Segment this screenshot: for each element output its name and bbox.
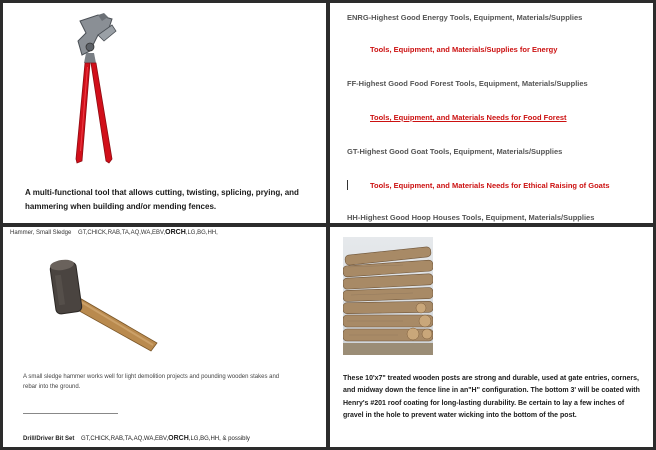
fencing-pliers-image xyxy=(68,11,138,171)
text-cursor xyxy=(347,180,348,190)
drill-codes-end: ,LG,BG,HH, & possibly xyxy=(188,436,250,442)
slide-sledge-hammer xyxy=(3,227,326,447)
pliers-caption: A multi-functional tool that allows cutting, twisting, splicing, prying, and hammering when building and/or mending fences. xyxy=(25,188,299,211)
drill-header xyxy=(23,435,250,442)
slide-fencing-pliers xyxy=(3,3,326,223)
heading-food-forest: FF-Highest Good Food Forest Tools, Equipment, Materials/Supplies xyxy=(347,79,588,88)
divider-line xyxy=(23,413,118,414)
posts-caption: These 10'x7" treated wooden posts are strong and durable, used at gate entries, corners, and midway down the fence line in an"H" configuration. The bottom 3' will be coated with Henry's #201 roof coating for long-lasting durability. Be certain to lay a few inches of gravel in the hole to prevent water wicking into the bottom of the post. xyxy=(343,375,640,420)
heading-energy: ENRG-Highest Good Energy Tools, Equipment, Materials/Supplies xyxy=(347,13,583,22)
link-goat-tools[interactable]: Tools, Equipment, and Materials Needs for Ethical Raising of Goats xyxy=(370,181,610,190)
drill-orch: ORCH xyxy=(168,435,189,442)
hammer-codes-end: ,LG,BG,HH, xyxy=(185,230,218,236)
link-food-forest-tools[interactable]: Tools, Equipment, and Materials Needs for Food Forest xyxy=(370,113,567,122)
hammer-caption: A small sledge hammer works well for light demolition projects and pounding wooden stakes and rebar into the ground. xyxy=(23,374,280,390)
link-energy-tools[interactable]: Tools, Equipment, and Materials/Supplies for Energy xyxy=(370,45,558,54)
slide-wooden-posts xyxy=(330,227,653,447)
wooden-posts-image xyxy=(343,237,433,355)
hammer-orch: ORCH xyxy=(165,229,186,236)
sledge-hammer-image xyxy=(45,255,165,355)
drill-name: Drill/Driver Bit Set xyxy=(23,436,75,442)
hammer-header xyxy=(10,229,218,236)
hammer-codes: GT,CHICK,RAB,TA,AQ,WA,EBV, xyxy=(78,230,166,236)
drill-codes: GT,CHICK,RAB,TA,AQ,WA,EBV, xyxy=(81,436,169,442)
heading-hoop-houses: HH-Highest Good Hoop Houses Tools, Equipment, Materials/Supplies xyxy=(347,213,595,222)
hammer-name: Hammer, Small Sledge xyxy=(10,230,72,236)
heading-goat: GT-Highest Good Goat Tools, Equipment, Materials/Supplies xyxy=(347,147,563,156)
slide-category-list xyxy=(330,3,653,223)
